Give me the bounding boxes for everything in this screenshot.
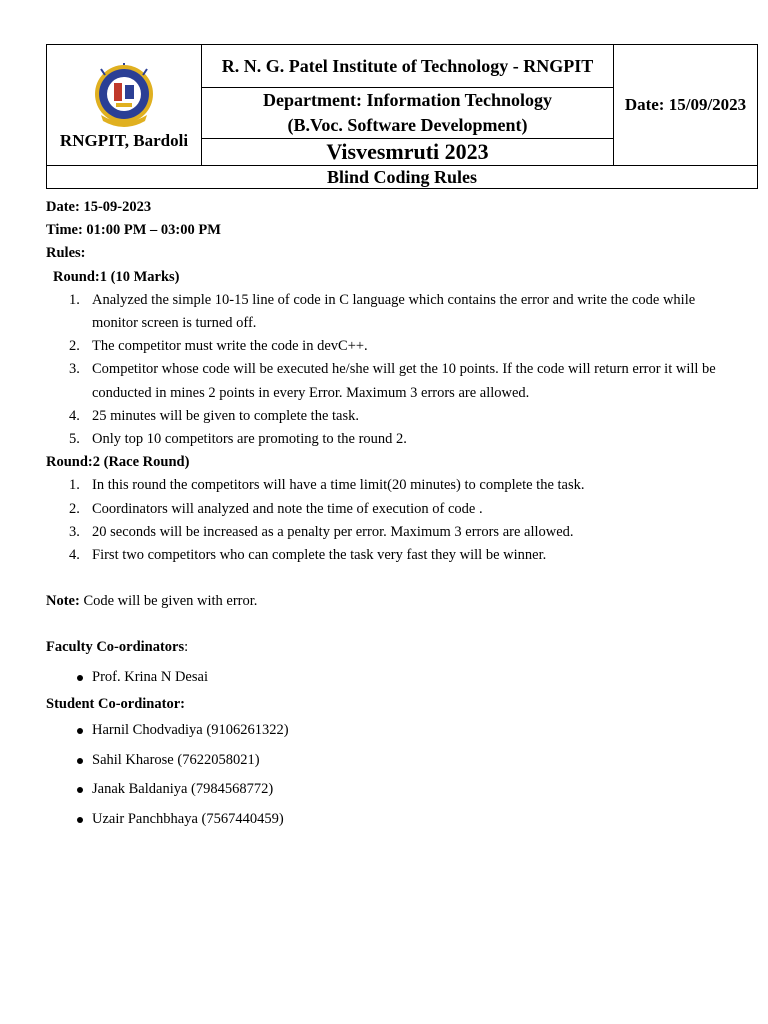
round2-list	[46, 474, 726, 567]
list-item: Sahil Kharose (7622058021)	[46, 746, 726, 776]
bullet-icon	[77, 728, 83, 734]
institute-name: R. N. G. Patel Institute of Technology - RNGPIT	[202, 45, 614, 88]
event-time: Time: 01:00 PM – 03:00 PM	[46, 222, 221, 239]
list-item: 4. First two competitors who can complete the task very fast they will be winner.	[69, 547, 547, 564]
logo-caption: RNGPIT, Bardoli	[59, 131, 189, 150]
header-date: Date: 15/09/2023	[614, 45, 758, 166]
round1-list	[46, 289, 726, 451]
event-name: Visvesmruti 2023	[202, 139, 614, 166]
note-text: Code will be given with error.	[79, 593, 258, 610]
list-item: Uzair Panchbhaya (7567440459)	[46, 805, 726, 835]
bullet-icon	[77, 675, 83, 681]
list-item: Harnil Chodvadiya (9106261322)	[46, 716, 726, 746]
bullet-icon	[77, 787, 83, 793]
faculty-label: Faculty Co-ordinators	[46, 639, 185, 656]
student-heading: Student Co-ordinator:	[46, 696, 185, 713]
faculty-list	[46, 663, 726, 693]
list-item: 5. Only top 10 competitors are promoting to the round 2.	[69, 431, 407, 448]
list-item: 3. Competitor whose code will be executed he/she will get the 10 points. If the code will return error it will be conducted in mines 2 points in every Error. Maximum 3 errors are allowed.	[69, 361, 716, 401]
document-title: Blind Coding Rules	[47, 166, 758, 189]
rules-content	[46, 196, 726, 834]
round2-heading: Round:2 (Race Round)	[46, 454, 190, 471]
logo-cell	[47, 45, 202, 166]
list-item: 2. Coordinators will analyzed and note the time of execution of code .	[69, 500, 483, 517]
bullet-icon	[77, 758, 83, 764]
list-item: 1. In this round the competitors will have a time limit(20 minutes) to complete the task.	[69, 477, 585, 494]
list-item: 2. The competitor must write the code in devC++.	[69, 338, 368, 355]
department-cell	[202, 88, 614, 139]
list-item: Janak Baldaniya (7984568772)	[46, 775, 726, 805]
round1-heading: Round:1 (10 Marks)	[53, 268, 180, 285]
list-item: 1. Analyzed the simple 10-15 line of code in C language which contains the error and write the code while monitor screen is turned off.	[69, 291, 696, 332]
list-item: 4. 25 minutes will be given to complete the task.	[69, 407, 359, 424]
note	[46, 590, 726, 613]
program-name: (B.Voc. Software Development)	[287, 115, 528, 135]
note-label: Note:	[46, 593, 80, 610]
institute-logo-icon	[91, 63, 157, 129]
bullet-icon	[77, 817, 83, 823]
list-item: 3. 20 seconds will be increased as a penalty per error. Maximum 3 errors are allowed.	[69, 523, 574, 540]
rules-label: Rules:	[46, 245, 86, 262]
faculty-heading: Faculty Co-ordinators:	[46, 639, 189, 656]
student-list	[46, 716, 726, 834]
event-date: Date: 15-09-2023	[46, 199, 152, 215]
list-item: Prof. Krina N Desai	[46, 663, 726, 693]
header-table	[46, 44, 758, 189]
department-name: Department: Information Technology	[263, 90, 552, 110]
